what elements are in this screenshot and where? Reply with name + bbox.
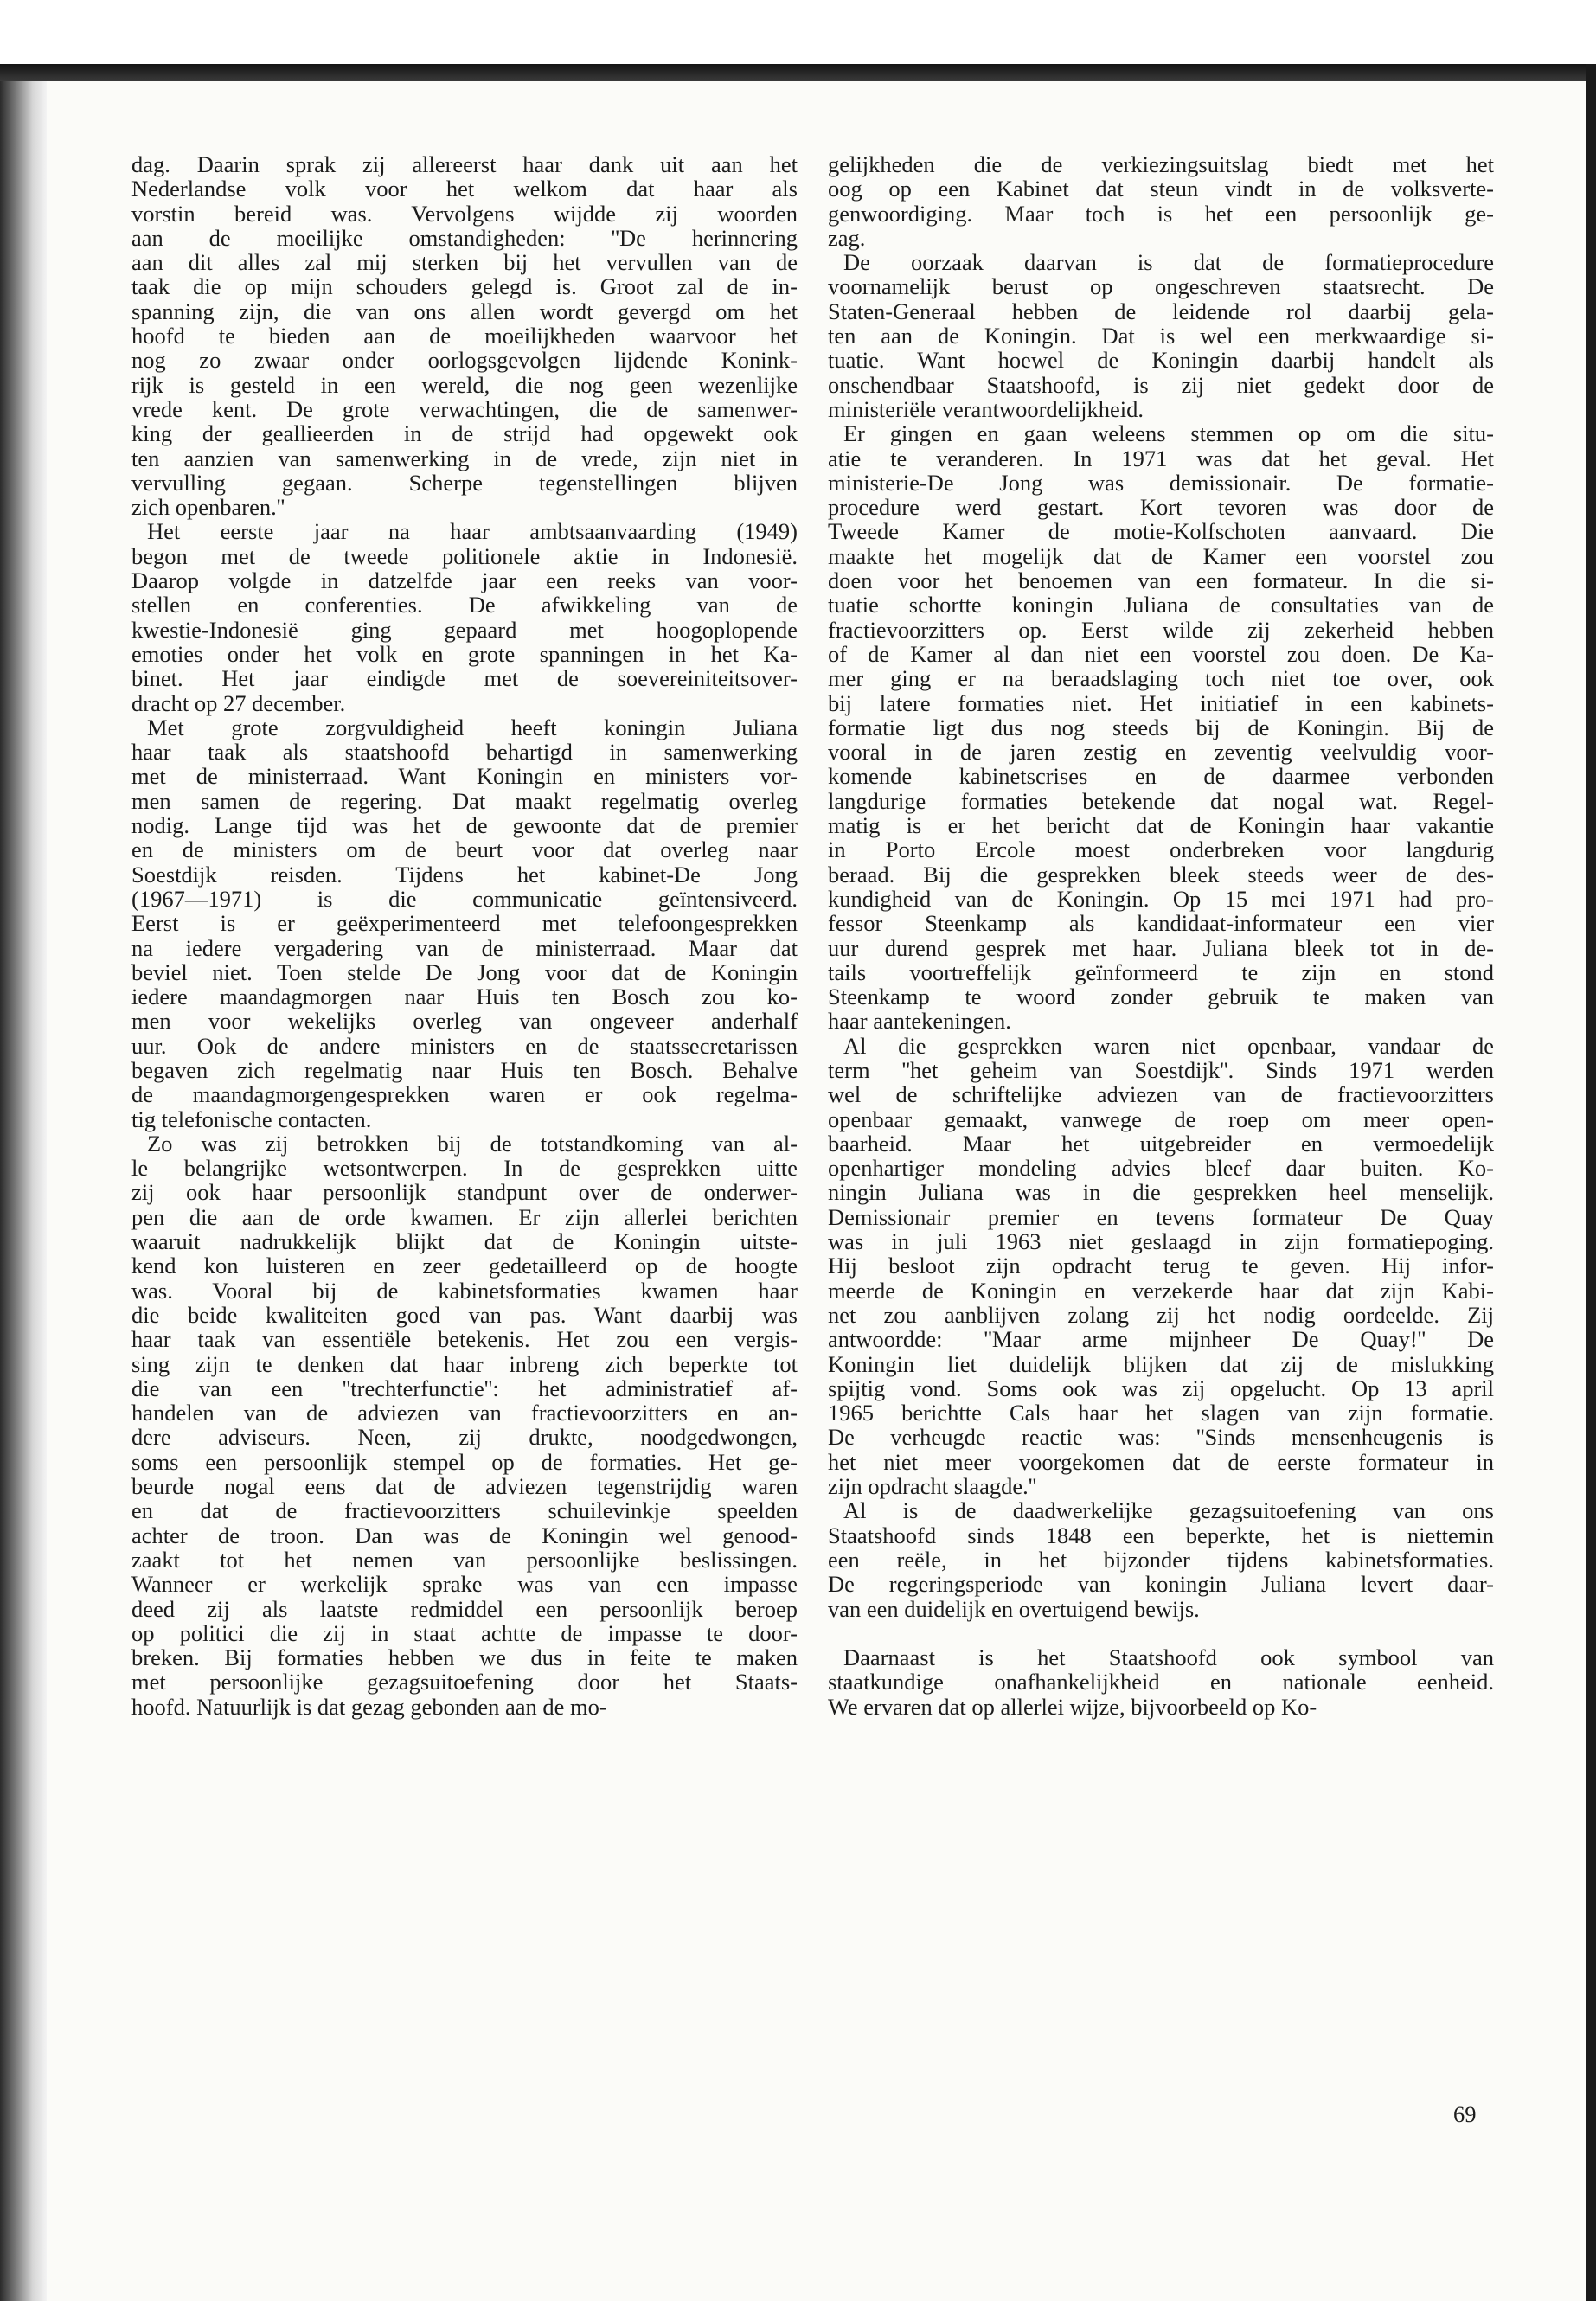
text-line: beviel niet. Toen stelde De Jong voor dat de Koningin bbox=[131, 958, 798, 985]
text-line: le belangrijke wetsontwerpen. In de gesprekken uitte bbox=[131, 1155, 798, 1182]
text-line: voornamelijk berust op ongeschreven staatsrecht. De bbox=[828, 273, 1494, 300]
text-line: uur. Ook de andere ministers en de staatssecretarissen bbox=[131, 1032, 798, 1059]
text-line: haar aantekeningen. bbox=[828, 1008, 1011, 1035]
text-line: Tweede Kamer de motie-Kolfschoten aanvaard. Die bbox=[828, 518, 1494, 545]
text-line: met de ministerraad. Want Koningin en ministers vor- bbox=[131, 763, 798, 790]
text-line: meerde de Koningin en verzekerde haar dat zijn Kabi- bbox=[828, 1277, 1494, 1304]
book-spine-shadow bbox=[0, 81, 47, 2301]
text-line: zag. bbox=[828, 224, 866, 251]
text-line: haar taak als staatshoofd behartigd in samenwerking bbox=[131, 739, 798, 766]
text-line: Het eerste jaar na haar ambtsaanvaarding (1949) bbox=[147, 518, 798, 545]
text-line: begaven zich regelmatig naar Huis ten Bosch. Behalve bbox=[131, 1056, 798, 1083]
text-line: staatkundige onafhankelijkheid en nationale eenheid. bbox=[828, 1669, 1494, 1695]
text-line: een reële, in het bijzonder tijdens kabinetsformaties. bbox=[828, 1546, 1494, 1573]
text-line: Daarop volgde in datzelfde jaar een reeks van voor- bbox=[131, 567, 798, 594]
text-line: de maandagmorgengesprekken waren er ook regelma- bbox=[131, 1081, 798, 1108]
text-line: gelijkheden die de verkiezingsuitslag biedt met het bbox=[828, 151, 1494, 177]
text-line: achter de troon. Dan was de Koningin wel genood- bbox=[131, 1522, 798, 1548]
text-line: zijn opdracht slaagde.'' bbox=[828, 1473, 1037, 1500]
text-line: net zou aanblijven zolang zij het nodig oordeelde. Zij bbox=[828, 1301, 1494, 1328]
text-line: Koningin liet duidelijk blijken dat zij de mislukking bbox=[828, 1350, 1494, 1377]
paragraph bbox=[828, 1498, 1494, 1620]
text-line: kend kon luisteren en zeer gedetailleerd op de hoogte bbox=[131, 1253, 798, 1279]
text-line: De verheugde reactie was: ''Sinds mensenheugenis is bbox=[828, 1424, 1494, 1451]
text-line: baarheid. Maar het uitgebreider en vermoedelijk bbox=[828, 1130, 1494, 1157]
text-line: De oorzaak daarvan is dat de formatieprocedure bbox=[843, 249, 1494, 276]
scan-edge-top bbox=[0, 64, 1596, 81]
text-line: was. Vooral bij de kabinetsformaties kwamen haar bbox=[131, 1277, 798, 1304]
text-line: langdurige formaties betekende dat nogal wat. Regel- bbox=[828, 787, 1494, 814]
text-line: fractievoorzitters op. Eerst wilde zij zekerheid hebben bbox=[828, 616, 1494, 643]
text-line: procedure werd gestart. Kort tevoren was door de bbox=[828, 494, 1494, 521]
text-line: genwoordiging. Maar toch is het een persoonlijk ge- bbox=[828, 200, 1494, 227]
text-line: komende kabinetscrises en de daarmee verbonden bbox=[828, 763, 1494, 790]
text-line: term ''het geheim van Soestdijk''. Sinds 1971 werden bbox=[828, 1056, 1494, 1083]
text-line: dracht op 27 december. bbox=[131, 689, 346, 716]
text-line: het niet meer voorgekomen dat de eerste formateur in bbox=[828, 1448, 1494, 1475]
text-line: begon met de tweede politionele aktie in Indonesië. bbox=[131, 542, 798, 569]
scan-edge-right bbox=[1586, 64, 1596, 2301]
paragraph bbox=[828, 421, 1494, 1033]
text-line: Steenkamp te woord zonder gebruik te maken van bbox=[828, 984, 1494, 1010]
text-line: oog op een Kabinet dat steun vindt in de volksverte- bbox=[828, 176, 1494, 202]
text-line: iedere maandagmorgen naar Huis ten Bosch zou ko- bbox=[131, 984, 798, 1010]
text-line: atie te veranderen. In 1971 was dat het geval. Het bbox=[828, 445, 1494, 471]
text-line: ministeriële verantwoordelijkheid. bbox=[828, 395, 1144, 422]
paragraph bbox=[828, 152, 1494, 250]
text-line: (1967—1971) is die communicatie geïntensiveerd. bbox=[131, 885, 798, 912]
text-line: ningin Juliana was in die gesprekken heel menselijk. bbox=[828, 1179, 1494, 1206]
text-line: ten aan de Koningin. Dat is wel een merkwaardige si- bbox=[828, 323, 1494, 349]
text-line: vooral in de jaren zestig en zeventig veelvuldig voor- bbox=[828, 739, 1494, 766]
text-line: haar taak van essentiële betekenis. Het zou een vergis- bbox=[131, 1326, 798, 1353]
text-line: tuatie schortte koningin Juliana de consultaties van de bbox=[828, 592, 1494, 619]
text-line: vrede kent. De grote verwachtingen, die de samenwer- bbox=[131, 395, 798, 422]
text-line: Wanneer er werkelijk sprake was van een impasse bbox=[131, 1571, 798, 1598]
text-line: formatie ligt dus nog steeds bij de Koningin. Bij de bbox=[828, 714, 1494, 740]
text-line: openbaar gemaakt, vanwege de roep om meer open- bbox=[828, 1106, 1494, 1132]
text-line: en de ministers om de beurt voor dat overleg naar bbox=[131, 836, 798, 863]
text-line: Al die gesprekken waren niet openbaar, vandaar de bbox=[843, 1032, 1494, 1059]
text-line: zich openbaren.'' bbox=[131, 494, 285, 521]
text-line: ministerie-De Jong was demissionair. De formatie- bbox=[828, 469, 1494, 496]
text-line: king der geallieerden in de strijd had opgewekt ook bbox=[131, 420, 798, 447]
text-line: Er gingen en gaan weleens stemmen op om die situ- bbox=[843, 420, 1494, 447]
text-line: die beide kwaliteiten goed van pas. Want daarbij was bbox=[131, 1301, 798, 1328]
text-line: en dat de fractievoorzitters schuilevinkje speelden bbox=[131, 1497, 798, 1524]
text-line: taak die op mijn schouders gelegd is. Groot zal de in- bbox=[131, 273, 798, 300]
text-line: matig is er het bericht dat de Koningin haar vakantie bbox=[828, 812, 1494, 839]
text-line: binet. Het jaar eindigde met de soevereiniteitsover- bbox=[131, 665, 798, 692]
paragraph bbox=[131, 715, 798, 1131]
text-line: die van een ''trechterfunctie'': het administratief af- bbox=[131, 1375, 798, 1401]
text-line: Staatshoofd sinds 1848 een beperkte, het is niettemin bbox=[828, 1522, 1494, 1548]
paragraph bbox=[131, 152, 798, 519]
text-line: De regeringsperiode van koningin Juliana levert daar- bbox=[828, 1571, 1494, 1598]
text-column-right bbox=[828, 152, 1494, 1719]
text-line: spijtig vond. Soms ook was zij opgelucht. Op 13 april bbox=[828, 1375, 1494, 1401]
text-line: Eerst is er geëxperimenteerd met telefoongesprekken bbox=[131, 910, 798, 937]
scan-margin-top bbox=[0, 0, 1596, 64]
text-line: spanning zijn, die van ons allen wordt gevergd om het bbox=[131, 298, 798, 324]
text-line: beraad. Bij die gesprekken bleek steeds weer de des- bbox=[828, 861, 1494, 888]
text-line: hoofd te bieden aan de moeilijkheden waarvoor het bbox=[131, 323, 798, 349]
text-line: kwestie-Indonesië ging gepaard met hoogoplopende bbox=[131, 616, 798, 643]
text-line: op politici die zij in staat achtte de impasse te door- bbox=[131, 1619, 798, 1646]
text-line: deed zij als laatste redmiddel een persoonlijk beroep bbox=[131, 1595, 798, 1622]
text-line: maakte het mogelijk dat de Kamer een voorstel zou bbox=[828, 542, 1494, 569]
text-line: dag. Daarin sprak zij allereerst haar dank uit aan het bbox=[131, 151, 798, 177]
text-line: met persoonlijke gezagsuitoefening door het Staats- bbox=[131, 1669, 798, 1695]
paragraph bbox=[828, 250, 1494, 421]
text-line: stellen en conferenties. De afwikkeling van de bbox=[131, 592, 798, 619]
text-line: in Porto Ercole moest onderbreken voor langdurig bbox=[828, 836, 1494, 863]
text-line: zij ook haar persoonlijk standpunt over de onderwer- bbox=[131, 1179, 798, 1206]
text-line: aan dit alles zal mij sterken bij het vervullen van de bbox=[131, 249, 798, 276]
text-line: nodig. Lange tijd was het de gewoonte dat de premier bbox=[131, 812, 798, 839]
text-line: uur durend gesprek met haar. Juliana bleek tot in de- bbox=[828, 934, 1494, 961]
text-line: Demissionair premier en tevens formateur De Quay bbox=[828, 1203, 1494, 1230]
text-line: zaakt tot het nemen van persoonlijke beslissingen. bbox=[131, 1546, 798, 1573]
text-line: Met grote zorgvuldigheid heeft koningin Juliana bbox=[147, 714, 798, 740]
text-line: breken. Bij formaties hebben we dus in feite te maken bbox=[131, 1644, 798, 1671]
text-line: handelen van de adviezen van fractievoorzitters en an- bbox=[131, 1400, 798, 1426]
text-line: aan de moeilijke omstandigheden: ''De herinnering bbox=[131, 224, 798, 251]
text-line: bij latere formaties niet. Het initiatief in een kabinets- bbox=[828, 689, 1494, 716]
text-line: Zo was zij betrokken bij de totstandkoming van al- bbox=[147, 1130, 798, 1157]
text-line: antwoordde: ''Maar arme mijnheer De Quay!'' De bbox=[828, 1326, 1494, 1353]
text-line: na iedere vergadering van de ministerraad. Maar dat bbox=[131, 934, 798, 961]
text-line: waaruit nadrukkelijk blijkt dat de Koningin uitste- bbox=[131, 1228, 798, 1255]
page-number: 69 bbox=[1453, 2101, 1477, 2127]
paragraph bbox=[828, 1645, 1494, 1719]
text-line: doen voor het benoemen van een formateur. In die si- bbox=[828, 567, 1494, 594]
text-line: Soestdijk reisden. Tijdens het kabinet-De Jong bbox=[131, 861, 798, 888]
text-line: Daarnaast is het Staatshoofd ook symbool van bbox=[843, 1644, 1494, 1671]
text-line: We ervaren dat op allerlei wijze, bijvoorbeeld op Ko- bbox=[828, 1693, 1317, 1720]
text-line: vervulling gegaan. Scherpe tegenstellingen blijven bbox=[131, 469, 798, 496]
text-line: kundigheid van de Koningin. Op 15 mei 1971 had pro- bbox=[828, 885, 1494, 912]
text-line: emoties onder het volk en grote spanningen in het Ka- bbox=[131, 640, 798, 667]
text-line: of de Kamer al dan niet een voorstel zou doen. De Ka- bbox=[828, 640, 1494, 667]
text-line: pen die aan de orde kwamen. Er zijn allerlei berichten bbox=[131, 1203, 798, 1230]
text-line: 1965 berichtte Cals haar het slagen van zijn formatie. bbox=[828, 1400, 1494, 1426]
text-line: Nederlandse volk voor het welkom dat haar als bbox=[131, 176, 798, 202]
text-line: soms een persoonlijk stempel op de formaties. Het ge- bbox=[131, 1448, 798, 1475]
text-line: Staten-Generaal hebben de leidende rol daarbij gela- bbox=[828, 298, 1494, 324]
text-line: tig telefonische contacten. bbox=[131, 1106, 372, 1132]
text-line: van een duidelijk en overtuigend bewijs. bbox=[828, 1595, 1200, 1622]
text-line: openhartiger mondeling advies bleef daar buiten. Ko- bbox=[828, 1155, 1494, 1182]
text-line: wel de schriftelijke adviezen van de fractievoorzitters bbox=[828, 1081, 1494, 1108]
text-line: beurde nogal eens dat de adviezen tegenstrijdig waren bbox=[131, 1473, 798, 1500]
paragraph bbox=[131, 1131, 798, 1719]
text-column-left bbox=[131, 152, 798, 1719]
text-line: tuatie. Want hoewel de Koningin daarbij handelt als bbox=[828, 347, 1494, 374]
text-line: was in juli 1963 niet geslaagd in zijn formatiepoging. bbox=[828, 1228, 1494, 1255]
text-line: mer ging er na beraadslaging toch niet toe over, ook bbox=[828, 665, 1494, 692]
text-line: men samen de regering. Dat maakt regelmatig overleg bbox=[131, 787, 798, 814]
text-line: tails voortreffelijk geïnformeerd te zijn en stond bbox=[828, 958, 1494, 985]
text-line: dere adviseurs. Neen, zij drukte, noodgedwongen, bbox=[131, 1424, 798, 1451]
text-line: onschendbaar Staatshoofd, is zij niet gedekt door de bbox=[828, 371, 1494, 398]
paragraph bbox=[131, 519, 798, 715]
text-line: nog zo zwaar onder oorlogsgevolgen lijdende Konink- bbox=[131, 347, 798, 374]
text-line: sing zijn te denken dat haar inbreng zich beperkte tot bbox=[131, 1350, 798, 1377]
paragraph-gap bbox=[828, 1621, 1494, 1645]
text-line: Al is de daadwerkelijke gezagsuitoefening van ons bbox=[843, 1497, 1494, 1524]
text-line: vorstin bereid was. Vervolgens wijdde zij woorden bbox=[131, 200, 798, 227]
paragraph bbox=[828, 1034, 1494, 1499]
text-line: hoofd. Natuurlijk is dat gezag gebonden aan de mo- bbox=[131, 1693, 607, 1720]
text-line: ten aanzien van samenwerking in de vrede, zijn niet in bbox=[131, 445, 798, 471]
text-line: rijk is gesteld in een wereld, die nog geen wezenlijke bbox=[131, 371, 798, 398]
text-line: men voor wekelijks overleg van ongeveer anderhalf bbox=[131, 1008, 798, 1035]
text-line: Hij besloot zijn opdracht terug te geven. Hij infor- bbox=[828, 1253, 1494, 1279]
text-line: fessor Steenkamp als kandidaat-informateur een vier bbox=[828, 910, 1494, 937]
